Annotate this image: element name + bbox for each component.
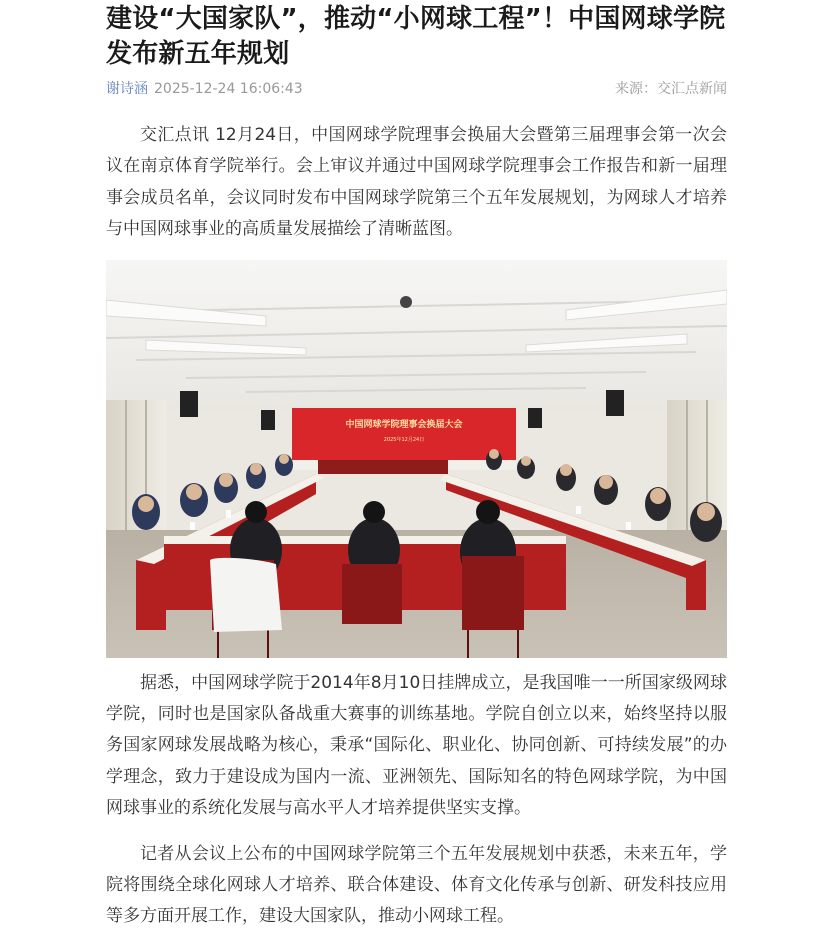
paragraph-3: 记者从会议上公布的中国网球学院第三个五年发展规划中获悉，未来五年，学院将围绕全球化网球人才培养、联合体建设、体育文化传承与创新、研发科技应用等多方面开展工作，建设大国家队，推动小网球工程。 [106, 843, 727, 927]
article-title: 建设“大国家队”，推动“小网球工程”！中国网球学院发布新五年规划 [106, 4, 726, 69]
paragraph-2: 据悉，中国网球学院于2014年8月10日挂牌成立，是我国唯一一所国家级网球学院，同时也是国家队备战重大赛事的训练基地。学院自创立以来，始终坚持以服务国家网球发展战略为核心，秉承“国际化、职业化、协同创新、可持续发展”的办学理念，致力于建设成为国内一流、亚洲领先、国际知名的特色网球学院，为中国网球事业的系统化发展与高水平人才培养提供坚实支撑。 [106, 672, 727, 819]
author-link[interactable]: 谢诗涵 [106, 81, 148, 97]
paragraph-1: 交汇点讯 12月24日，中国网球学院理事会换届大会暨第三届理事会第一次会议在南京体育学院举行。会上审议并通过中国网球学院理事会工作报告和新一届理事会成员名单，会议同时发布中国网球学院第三个五年发展规划，为网球人才培养与中国网球事业的高质量发展描绘了清晰蓝图。 [106, 125, 727, 240]
article-meta [106, 78, 727, 98]
banner-date: 2025年12月24日 [383, 436, 425, 443]
source [615, 78, 727, 98]
banner-title: 中国网球学院理事会换届大会 [345, 419, 463, 430]
meeting-photo [106, 260, 727, 658]
byline [106, 78, 303, 98]
source-label: 来源： [615, 81, 657, 97]
article [106, 0, 727, 933]
publish-time: 2025-12-24 16:06:43 [154, 81, 303, 97]
source-name: 交汇点新闻 [657, 81, 727, 97]
